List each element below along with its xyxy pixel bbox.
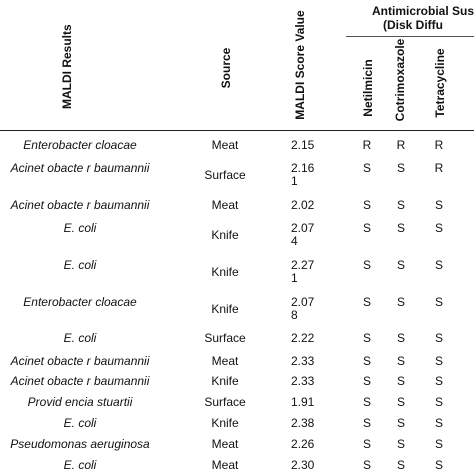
netilmicin-cell: S — [362, 221, 371, 235]
group-title-line2: (Disk Diffu — [383, 18, 443, 32]
netilmicin-cell: S — [362, 374, 371, 388]
source-cell: Meat — [211, 458, 239, 472]
cotrimoxazole-cell: S — [396, 354, 405, 368]
tetracycline-cell: S — [434, 221, 443, 235]
netilmicin-cell: S — [362, 354, 371, 368]
organism-cell: Acinet obacte r baumannii — [10, 161, 150, 175]
cotrimoxazole-cell: S — [396, 395, 405, 409]
col-header-netilmicin: Netilmicin — [361, 59, 375, 117]
cotrimoxazole-cell: S — [396, 221, 405, 235]
organism-cell: Acinet obacte r baumannii — [10, 374, 150, 388]
organism-cell: Pseudomonas aeruginosa — [10, 437, 150, 451]
organism-cell: E. coli — [63, 221, 97, 235]
cotrimoxazole-cell: S — [396, 458, 405, 472]
tetracycline-cell: S — [434, 331, 443, 345]
cotrimoxazole-cell: S — [396, 295, 405, 309]
tetracycline-cell: S — [434, 354, 443, 368]
organism-cell: E. coli — [63, 331, 97, 345]
source-cell: Knife — [211, 228, 239, 242]
organism-cell: Acinet obacte r baumannii — [10, 354, 150, 368]
tetracycline-cell: S — [434, 258, 443, 272]
tetracycline-cell: S — [434, 458, 443, 472]
source-cell: Surface — [204, 395, 246, 409]
tetracycline-cell: R — [434, 161, 444, 175]
source-cell: Meat — [211, 138, 239, 152]
organism-cell: Enterobacter cloacae — [23, 138, 137, 152]
tetracycline-cell: S — [434, 416, 443, 430]
source-cell: Surface — [204, 331, 246, 345]
netilmicin-cell: S — [362, 161, 371, 175]
score-cell: 2.27 1 — [291, 258, 315, 285]
tetracycline-cell: R — [434, 138, 444, 152]
score-cell: 2.38 — [291, 416, 315, 430]
organism-cell: E. coli — [63, 416, 97, 430]
score-cell: 2.22 — [291, 331, 315, 345]
col-header-maldi-score: MALDI Score Value — [293, 10, 307, 120]
group-underline — [346, 36, 474, 37]
score-cell: 2.33 — [291, 374, 315, 388]
score-cell: 2.30 — [291, 458, 315, 472]
organism-cell: Provid encia stuartii — [27, 395, 133, 409]
score-cell: 2.07 8 — [291, 295, 315, 322]
netilmicin-cell: S — [362, 416, 371, 430]
cotrimoxazole-cell: S — [396, 374, 405, 388]
netilmicin-cell: S — [362, 258, 371, 272]
netilmicin-cell: S — [362, 437, 371, 451]
source-cell: Knife — [211, 374, 239, 388]
source-cell: Surface — [204, 168, 246, 182]
col-header-tetracycline: Tetracycline — [433, 48, 447, 118]
cotrimoxazole-cell: S — [396, 161, 405, 175]
source-cell: Knife — [211, 302, 239, 316]
netilmicin-cell: S — [362, 331, 371, 345]
tetracycline-cell: S — [434, 437, 443, 451]
organism-cell: Enterobacter cloacae — [23, 295, 137, 309]
organism-cell: Acinet obacte r baumannii — [10, 198, 150, 212]
source-cell: Meat — [211, 354, 239, 368]
netilmicin-cell: S — [362, 295, 371, 309]
score-cell: 2.26 — [291, 437, 315, 451]
source-cell: Meat — [211, 198, 239, 212]
cotrimoxazole-cell: S — [396, 198, 405, 212]
score-cell: 1.91 — [291, 395, 315, 409]
cotrimoxazole-cell: S — [396, 331, 405, 345]
organism-cell: E. coli — [63, 258, 97, 272]
score-cell: 2.15 — [291, 138, 315, 152]
col-header-cotrimoxazole: Cotrimoxazole — [393, 38, 407, 122]
tetracycline-cell: S — [434, 198, 443, 212]
header-rule — [0, 130, 474, 131]
tetracycline-cell: S — [434, 374, 443, 388]
score-cell: 2.07 4 — [291, 221, 315, 248]
netilmicin-cell: S — [362, 458, 371, 472]
col-header-maldi-results: MALDI Results — [60, 24, 74, 109]
cotrimoxazole-cell: S — [396, 416, 405, 430]
netilmicin-cell: S — [362, 198, 371, 212]
score-cell: 2.16 1 — [291, 161, 315, 188]
netilmicin-cell: S — [362, 395, 371, 409]
cotrimoxazole-cell: S — [396, 258, 405, 272]
cotrimoxazole-cell: R — [396, 138, 406, 152]
source-cell: Knife — [211, 416, 239, 430]
group-title-line1: Antimicrobial Sus — [372, 4, 474, 18]
cotrimoxazole-cell: S — [396, 437, 405, 451]
organism-cell: E. coli — [63, 458, 97, 472]
score-cell: 2.02 — [291, 198, 315, 212]
tetracycline-cell: S — [434, 295, 443, 309]
source-cell: Meat — [211, 437, 239, 451]
netilmicin-cell: R — [362, 138, 372, 152]
score-cell: 2.33 — [291, 354, 315, 368]
col-header-source: Source — [219, 47, 233, 89]
tetracycline-cell: S — [434, 395, 443, 409]
source-cell: Knife — [211, 265, 239, 279]
